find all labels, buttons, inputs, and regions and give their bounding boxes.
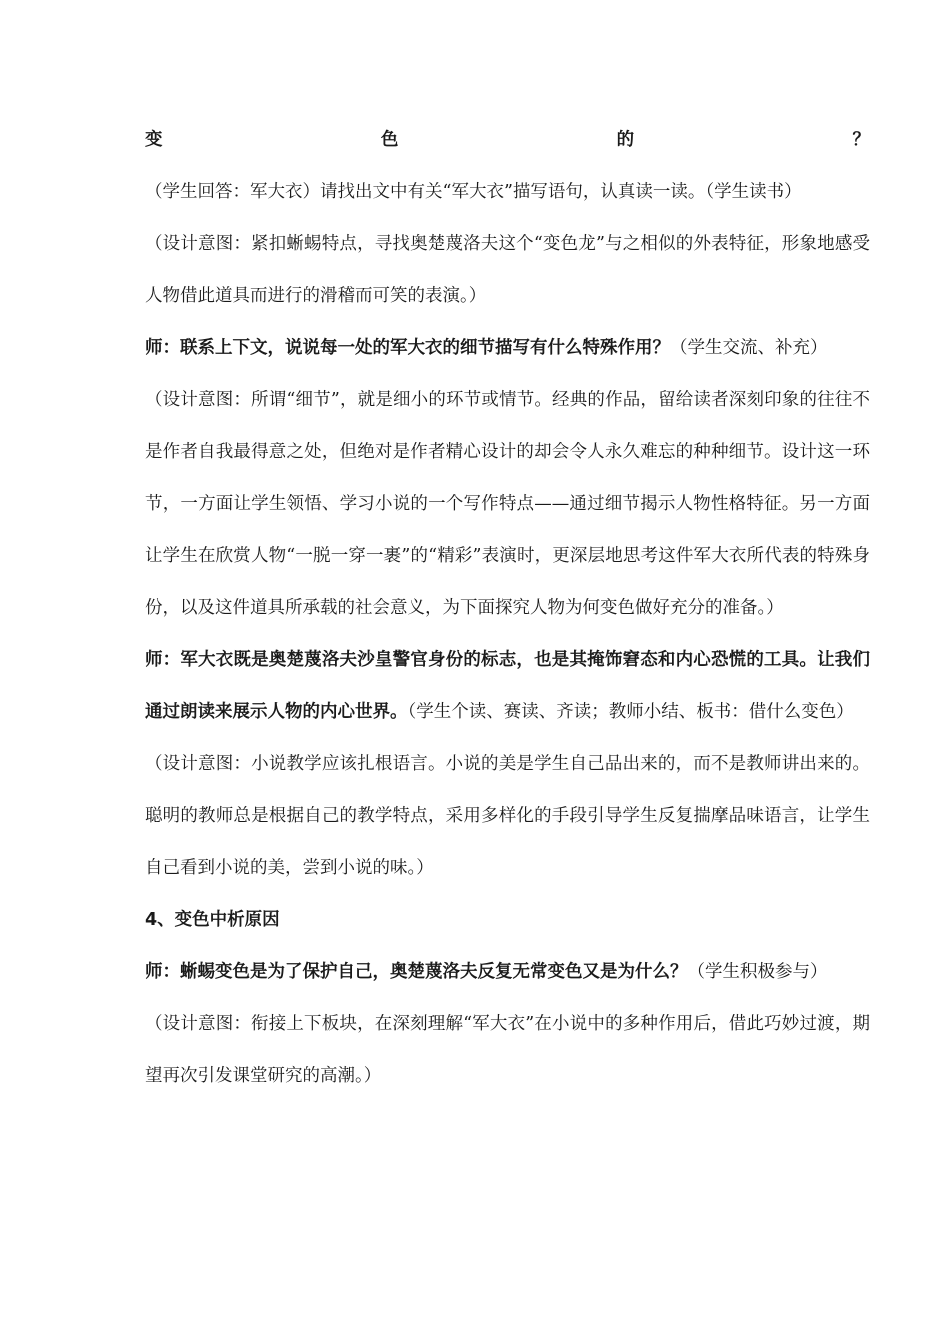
teacher-question: 变色的？: [145, 130, 870, 150]
paragraph-8: [145, 946, 870, 998]
paragraph-1: [145, 114, 870, 218]
design-intent: （设计意图：衔接上下板块，在深刻理解“军大衣”在小说中的多种作用后，借此巧妙过渡，期望再次引发课堂研究的高潮。）: [145, 1014, 870, 1086]
teacher-statement: 师：军大衣既是奥楚蔑洛夫沙皇警官身份的标志，也是其掩饰窘态和内心恐慌的工具。让我们通过朗读来展示人物的内心世界。: [145, 650, 870, 722]
document-body: [145, 114, 870, 1102]
design-intent: （设计意图：小说教学应该扎根语言。小说的美是学生自己品出来的，而不是教师讲出来的。聪明的教师总是根据自己的教学特点，采用多样化的手段引导学生反复揣摩品味语言，让学生自己看到小说的美，尝到小说的味。）: [145, 754, 870, 878]
student-activity: （学生个读、赛读、齐读；教师小结、板书：借什么变色）: [407, 702, 854, 722]
paragraph-3: [145, 322, 870, 374]
design-intent: （设计意图：所谓“细节”，就是细小的环节或情节。经典的作品，留给读者深刻印象的往往不是作者自我最得意之处，但绝对是作者精心设计的却会令人永久难忘的种种细节。设计这一环节，一方面让学生领悟、学习小说的一个写作特点——通过细节揭示人物性格特征。另一方面让学生在欣赏人物“一脱一穿一裹”的“精彩”表演时，更深层地思考这件军大衣所代表的特殊身份，以及这件道具所承载的社会意义，为下面探究人物为何变色做好充分的准备。）: [145, 390, 870, 618]
teacher-question: 师：蜥蜴变色是为了保护自己，奥楚蔑洛夫反复无常变色又是为什么？: [145, 962, 688, 982]
paragraph-9: [145, 998, 870, 1102]
paragraph-2: [145, 218, 870, 322]
design-intent: （设计意图：紧扣蜥蜴特点，寻找奥楚蔑洛夫这个“变色龙”与之相似的外表特征，形象地感受人物借此道具而进行的滑稽而可笑的表演。）: [145, 234, 870, 306]
paragraph-4: [145, 374, 870, 634]
paragraph-6: [145, 738, 870, 894]
teacher-question: 师：联系上下文，说说每一处的军大衣的细节描写有什么特殊作用？: [145, 338, 670, 358]
section-heading: [145, 894, 870, 946]
section-heading-text: 4、变色中析原因: [145, 910, 280, 930]
student-activity: （学生交流、补充）: [670, 338, 828, 358]
student-activity: （学生积极参与）: [687, 962, 828, 982]
student-activity: （学生回答：军大衣）请找出文中有关“军大衣”描写语句，认真读一读。（学生读书）: [145, 182, 802, 202]
paragraph-5: [145, 634, 870, 738]
